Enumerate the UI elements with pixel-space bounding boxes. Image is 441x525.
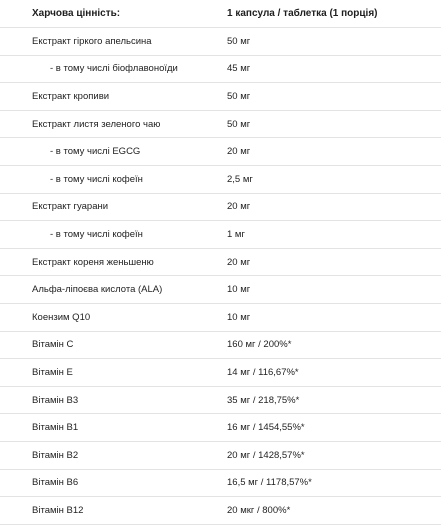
ingredient-amount: 160 мг / 200%* (225, 331, 441, 359)
table-row (0, 441, 441, 469)
table-row (0, 331, 441, 359)
ingredient-name: Екстракт листя зеленого чаю (0, 110, 225, 138)
table-row (0, 221, 441, 249)
ingredient-amount: 45 мг (225, 55, 441, 83)
ingredient-amount: 20 мг (225, 193, 441, 221)
ingredient-name: Вітамін E (0, 359, 225, 387)
table-row (0, 110, 441, 138)
table-row (0, 28, 441, 56)
ingredient-name: Вітамін B6 (0, 469, 225, 497)
table-row (0, 83, 441, 111)
ingredient-name: - в тому числі біофлавоноїди (0, 55, 225, 83)
header-serving-label: 1 капсула / таблетка (1 порція) (227, 8, 378, 19)
ingredient-amount: 20 мг / 1428,57%* (225, 441, 441, 469)
ingredient-name: Вітамін B3 (0, 386, 225, 414)
table-row (0, 165, 441, 193)
table-row (0, 469, 441, 497)
ingredient-amount: 10 мг (225, 303, 441, 331)
ingredient-amount: 2,5 мг (225, 165, 441, 193)
ingredient-amount: 16 мг / 1454,55%* (225, 414, 441, 442)
table-row (0, 386, 441, 414)
ingredient-amount: 1 мг (225, 221, 441, 249)
ingredient-amount: 35 мг / 218,75%* (225, 386, 441, 414)
table-row (0, 193, 441, 221)
ingredient-name: Екстракт гуарани (0, 193, 225, 221)
table-row (0, 138, 441, 166)
table-row (0, 359, 441, 387)
ingredient-name: Вітамін B12 (0, 497, 225, 525)
ingredient-name: - в тому числі кофеїн (0, 221, 225, 249)
ingredient-name: Вітамін B1 (0, 414, 225, 442)
ingredient-amount: 10 мг (225, 276, 441, 304)
ingredient-amount: 20 мг (225, 138, 441, 166)
ingredient-amount: 20 мкг / 800%* (225, 497, 441, 525)
header-nutrition-label: Харчова цінність: (32, 8, 121, 19)
ingredient-name: Екстракт гіркого апельсина (0, 28, 225, 56)
ingredient-name: Екстракт кореня женьшеню (0, 248, 225, 276)
ingredient-amount: 16,5 мг / 1178,57%* (225, 469, 441, 497)
ingredient-name: - в тому числі EGCG (0, 138, 225, 166)
ingredient-name: Вітамін C (0, 331, 225, 359)
table-row (0, 303, 441, 331)
table-row (0, 497, 441, 525)
ingredient-name: Екстракт кропиви (0, 83, 225, 111)
ingredient-amount: 50 мг (225, 83, 441, 111)
ingredient-name: Коензим Q10 (0, 303, 225, 331)
table-row (0, 414, 441, 442)
ingredient-name: Альфа-ліпоєва кислота (ALA) (0, 276, 225, 304)
table-row (0, 276, 441, 304)
ingredient-amount: 14 мг / 116,67%* (225, 359, 441, 387)
table-row (0, 55, 441, 83)
table-header-row (0, 0, 441, 28)
ingredient-amount: 50 мг (225, 28, 441, 56)
ingredient-name: Вітамін B2 (0, 441, 225, 469)
ingredient-amount: 50 мг (225, 110, 441, 138)
ingredient-name: - в тому числі кофеїн (0, 165, 225, 193)
ingredient-amount: 20 мг (225, 248, 441, 276)
table-row (0, 248, 441, 276)
